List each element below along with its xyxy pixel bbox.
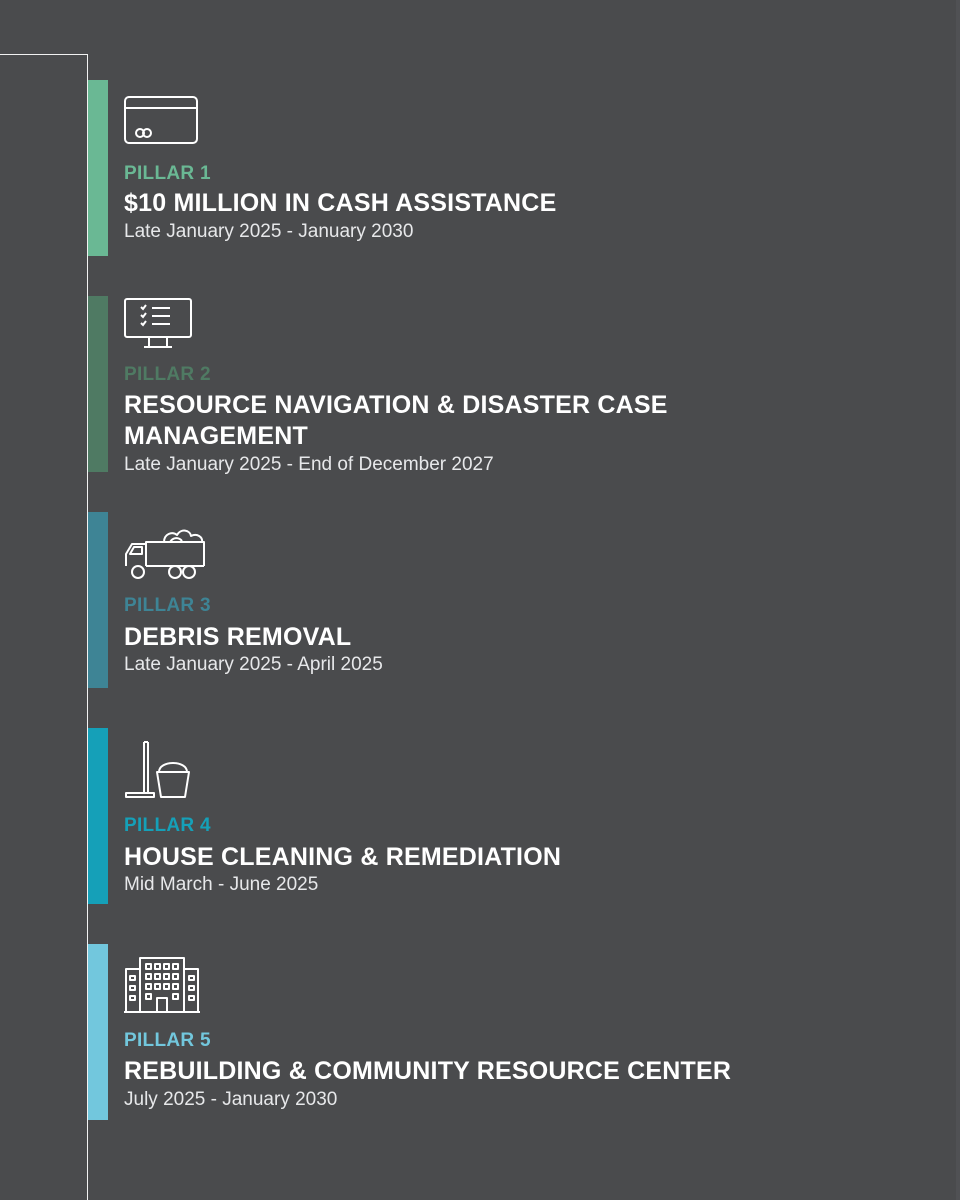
pillar-2-color-bar xyxy=(88,296,108,472)
pillar-5-color-bar xyxy=(88,944,108,1120)
dump-truck-icon xyxy=(124,528,206,580)
pillar-2-label: PILLAR 2 xyxy=(124,364,211,385)
pillar-3-color-bar xyxy=(88,512,108,688)
pillar-4-label: PILLAR 4 xyxy=(124,815,211,836)
pillar-5-dates: July 2025 - January 2030 xyxy=(124,1089,338,1110)
mop-bucket-icon xyxy=(124,740,192,800)
pillar-5-title: REBUILDING & COMMUNITY RESOURCE CENTER xyxy=(124,1057,732,1085)
right-edge-strip xyxy=(956,0,960,1200)
pillar-4-color-bar xyxy=(88,728,108,904)
pillar-1-color-bar xyxy=(88,80,108,256)
monitor-checklist-icon xyxy=(124,298,192,350)
pillar-1-label: PILLAR 1 xyxy=(124,163,211,184)
credit-card-icon xyxy=(124,96,198,144)
pillar-5-label: PILLAR 5 xyxy=(124,1030,211,1051)
pillar-1-dates: Late January 2025 - January 2030 xyxy=(124,221,414,242)
building-icon xyxy=(124,956,200,1014)
pillar-3-label: PILLAR 3 xyxy=(124,595,211,616)
pillar-3-title: DEBRIS REMOVAL xyxy=(124,623,352,651)
pillar-4-dates: Mid March - June 2025 xyxy=(124,874,319,895)
pillar-4-title: HOUSE CLEANING & REMEDIATION xyxy=(124,843,562,871)
pillar-3-dates: Late January 2025 - April 2025 xyxy=(124,654,383,675)
pillar-1-title: $10 MILLION IN CASH ASSISTANCE xyxy=(124,189,557,217)
pillar-2-dates: Late January 2025 - End of December 2027 xyxy=(124,454,494,475)
pillar-2-title: RESOURCE NAVIGATION & DISASTER CASE MANAGEMENT xyxy=(124,391,668,450)
frame-line xyxy=(0,54,88,1200)
